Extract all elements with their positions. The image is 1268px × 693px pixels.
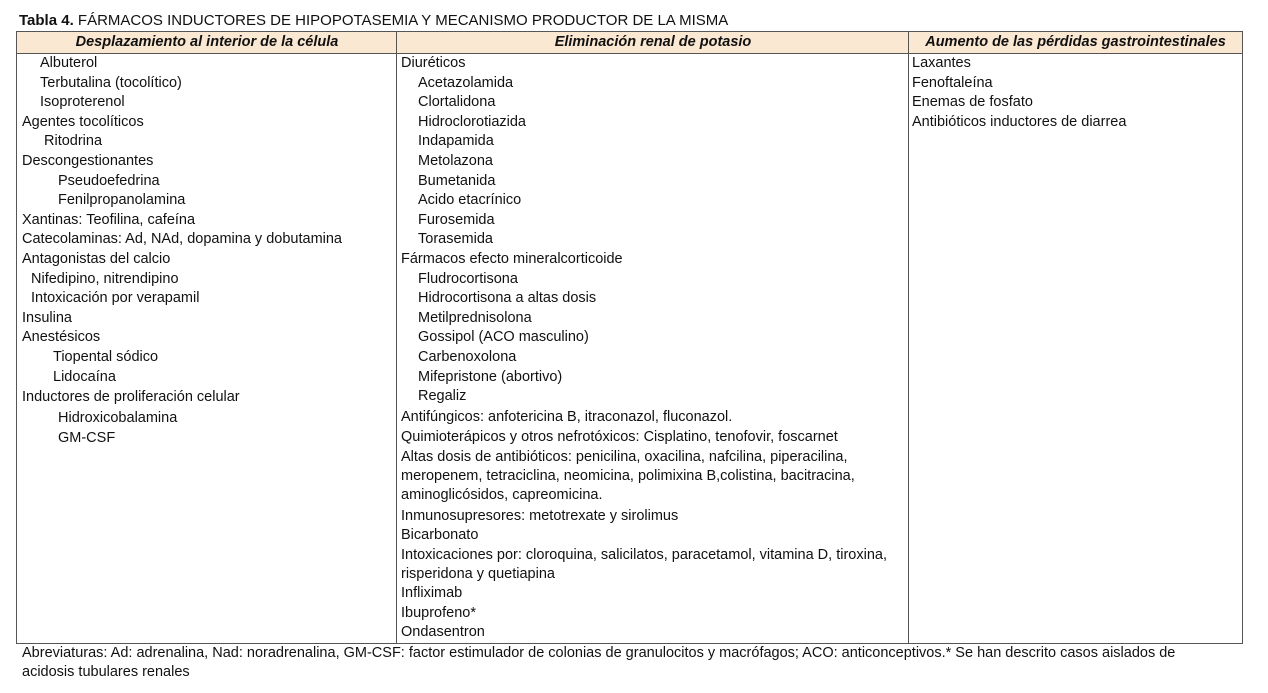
- table-header: [17, 32, 1242, 54]
- list-item: Metolazona: [418, 152, 493, 169]
- header-cell-intracellular-shift: Desplazamiento al interior de la célula: [75, 34, 339, 50]
- list-item: Ibuprofeno*: [401, 604, 476, 621]
- list-item: Nifedipino, nitrendipino: [31, 270, 179, 287]
- drug-table: [16, 31, 1243, 644]
- list-item: Infliximab: [401, 585, 463, 602]
- list-item: Anestésicos: [22, 329, 101, 346]
- table-number: Tabla 4.: [19, 12, 74, 29]
- list-item: Acido etacrínico: [418, 192, 522, 209]
- list-item: Antibióticos inductores de diarrea: [912, 113, 1127, 130]
- list-item: Hidroxicobalamina: [58, 409, 178, 426]
- column-divider: [396, 32, 397, 643]
- list-item: Terbutalina (tocolítico): [40, 74, 182, 91]
- list-item: GM-CSF: [58, 430, 116, 447]
- list-item: Fármacos efecto mineralcorticoide: [401, 250, 623, 267]
- list-item: Gossipol (ACO masculino): [418, 329, 589, 346]
- list-item: Fenilpropanolamina: [58, 192, 186, 209]
- list-item: Pseudoefedrina: [58, 172, 160, 189]
- list-item: Antifúngicos: anfotericina B, itraconazol, fluconazol.: [401, 408, 733, 425]
- list-item: Antagonistas del calcio: [22, 250, 171, 267]
- column-gastrointestinal-loss: [912, 54, 1240, 132]
- list-item: Insulina: [22, 309, 72, 326]
- table-title: [19, 12, 728, 30]
- list-item: Altas dosis de antibióticos: penicilina, oxacilina, nafcilina, piperacilina, meropenem, tetraciclina, neomicina, polimixina B,colistina, bacitracina, aminoglicósidos, capreomicina.: [401, 448, 855, 503]
- list-item: Laxantes: [912, 55, 971, 71]
- list-item: Torasemida: [418, 231, 493, 248]
- list-item: Mifepristone (abortivo): [418, 368, 563, 385]
- list-item: Fludrocortisona: [418, 270, 518, 287]
- list-item: Bumetanida: [418, 172, 496, 189]
- list-item: Albuterol: [40, 55, 98, 71]
- list-item: Agentes tocolíticos: [22, 113, 144, 130]
- list-item: Fenoftaleína: [912, 74, 993, 91]
- list-item: Acetazolamida: [418, 74, 514, 91]
- list-item: Inmunosupresores: metotrexate y sirolimus: [401, 507, 679, 524]
- column-intracellular-shift: [22, 54, 394, 449]
- list-item: Enemas de fosfato: [912, 94, 1033, 111]
- header-cell-renal-elimination: Eliminación renal de potasio: [554, 34, 752, 50]
- list-item: Metilprednisolona: [418, 309, 532, 326]
- list-item: Isoproterenol: [40, 94, 125, 111]
- column-renal-elimination: [401, 54, 906, 643]
- list-item: Indapamida: [418, 133, 494, 150]
- list-item: Hidrocortisona a altas dosis: [418, 290, 597, 307]
- list-item: Diuréticos: [401, 55, 466, 71]
- list-item: Furosemida: [418, 211, 495, 228]
- list-item: Tiopental sódico: [53, 348, 159, 365]
- list-item: Descongestionantes: [22, 152, 154, 169]
- table-title-text: FÁRMACOS INDUCTORES DE HIPOPOTASEMIA Y MECANISMO PRODUCTOR DE LA MISMA: [77, 12, 729, 29]
- list-item: Ondasentron: [401, 624, 485, 641]
- list-item: Clortalidona: [418, 94, 496, 111]
- list-item: Ritodrina: [44, 133, 103, 150]
- abbreviations-footnote: Abreviaturas: Ad: adrenalina, Nad: noradrenalina, GM-CSF: factor estimulador de colonias de granulocitos y macrófagos; ACO: anticonceptivos.* Se han descrito casos aislados de acidosis tubulares renales: [22, 645, 1176, 680]
- list-item: Inductores de proliferación celular: [22, 389, 240, 406]
- list-item: Intoxicaciones por: cloroquina, salicilatos, paracetamol, vitamina D, tiroxina, risperidona y quetiapina: [401, 547, 887, 583]
- list-item: Hidroclorotiazida: [418, 113, 526, 130]
- list-item: Lidocaína: [53, 368, 116, 385]
- column-divider: [908, 32, 909, 643]
- list-item: Carbenoxolona: [418, 348, 517, 365]
- list-item: Quimioterápicos y otros nefrotóxicos: Cisplatino, tenofovir, foscarnet: [401, 429, 838, 446]
- list-item: Regaliz: [418, 388, 467, 405]
- header-cell-gastrointestinal-loss: Aumento de las pérdidas gastrointestinales: [925, 34, 1226, 50]
- list-item: Xantinas: Teofilina, cafeína: [22, 211, 196, 228]
- list-item: Catecolaminas: Ad, NAd, dopamina y dobutamina: [22, 231, 342, 248]
- list-item: Bicarbonato: [401, 527, 479, 544]
- list-item: Intoxicación por verapamil: [31, 290, 200, 307]
